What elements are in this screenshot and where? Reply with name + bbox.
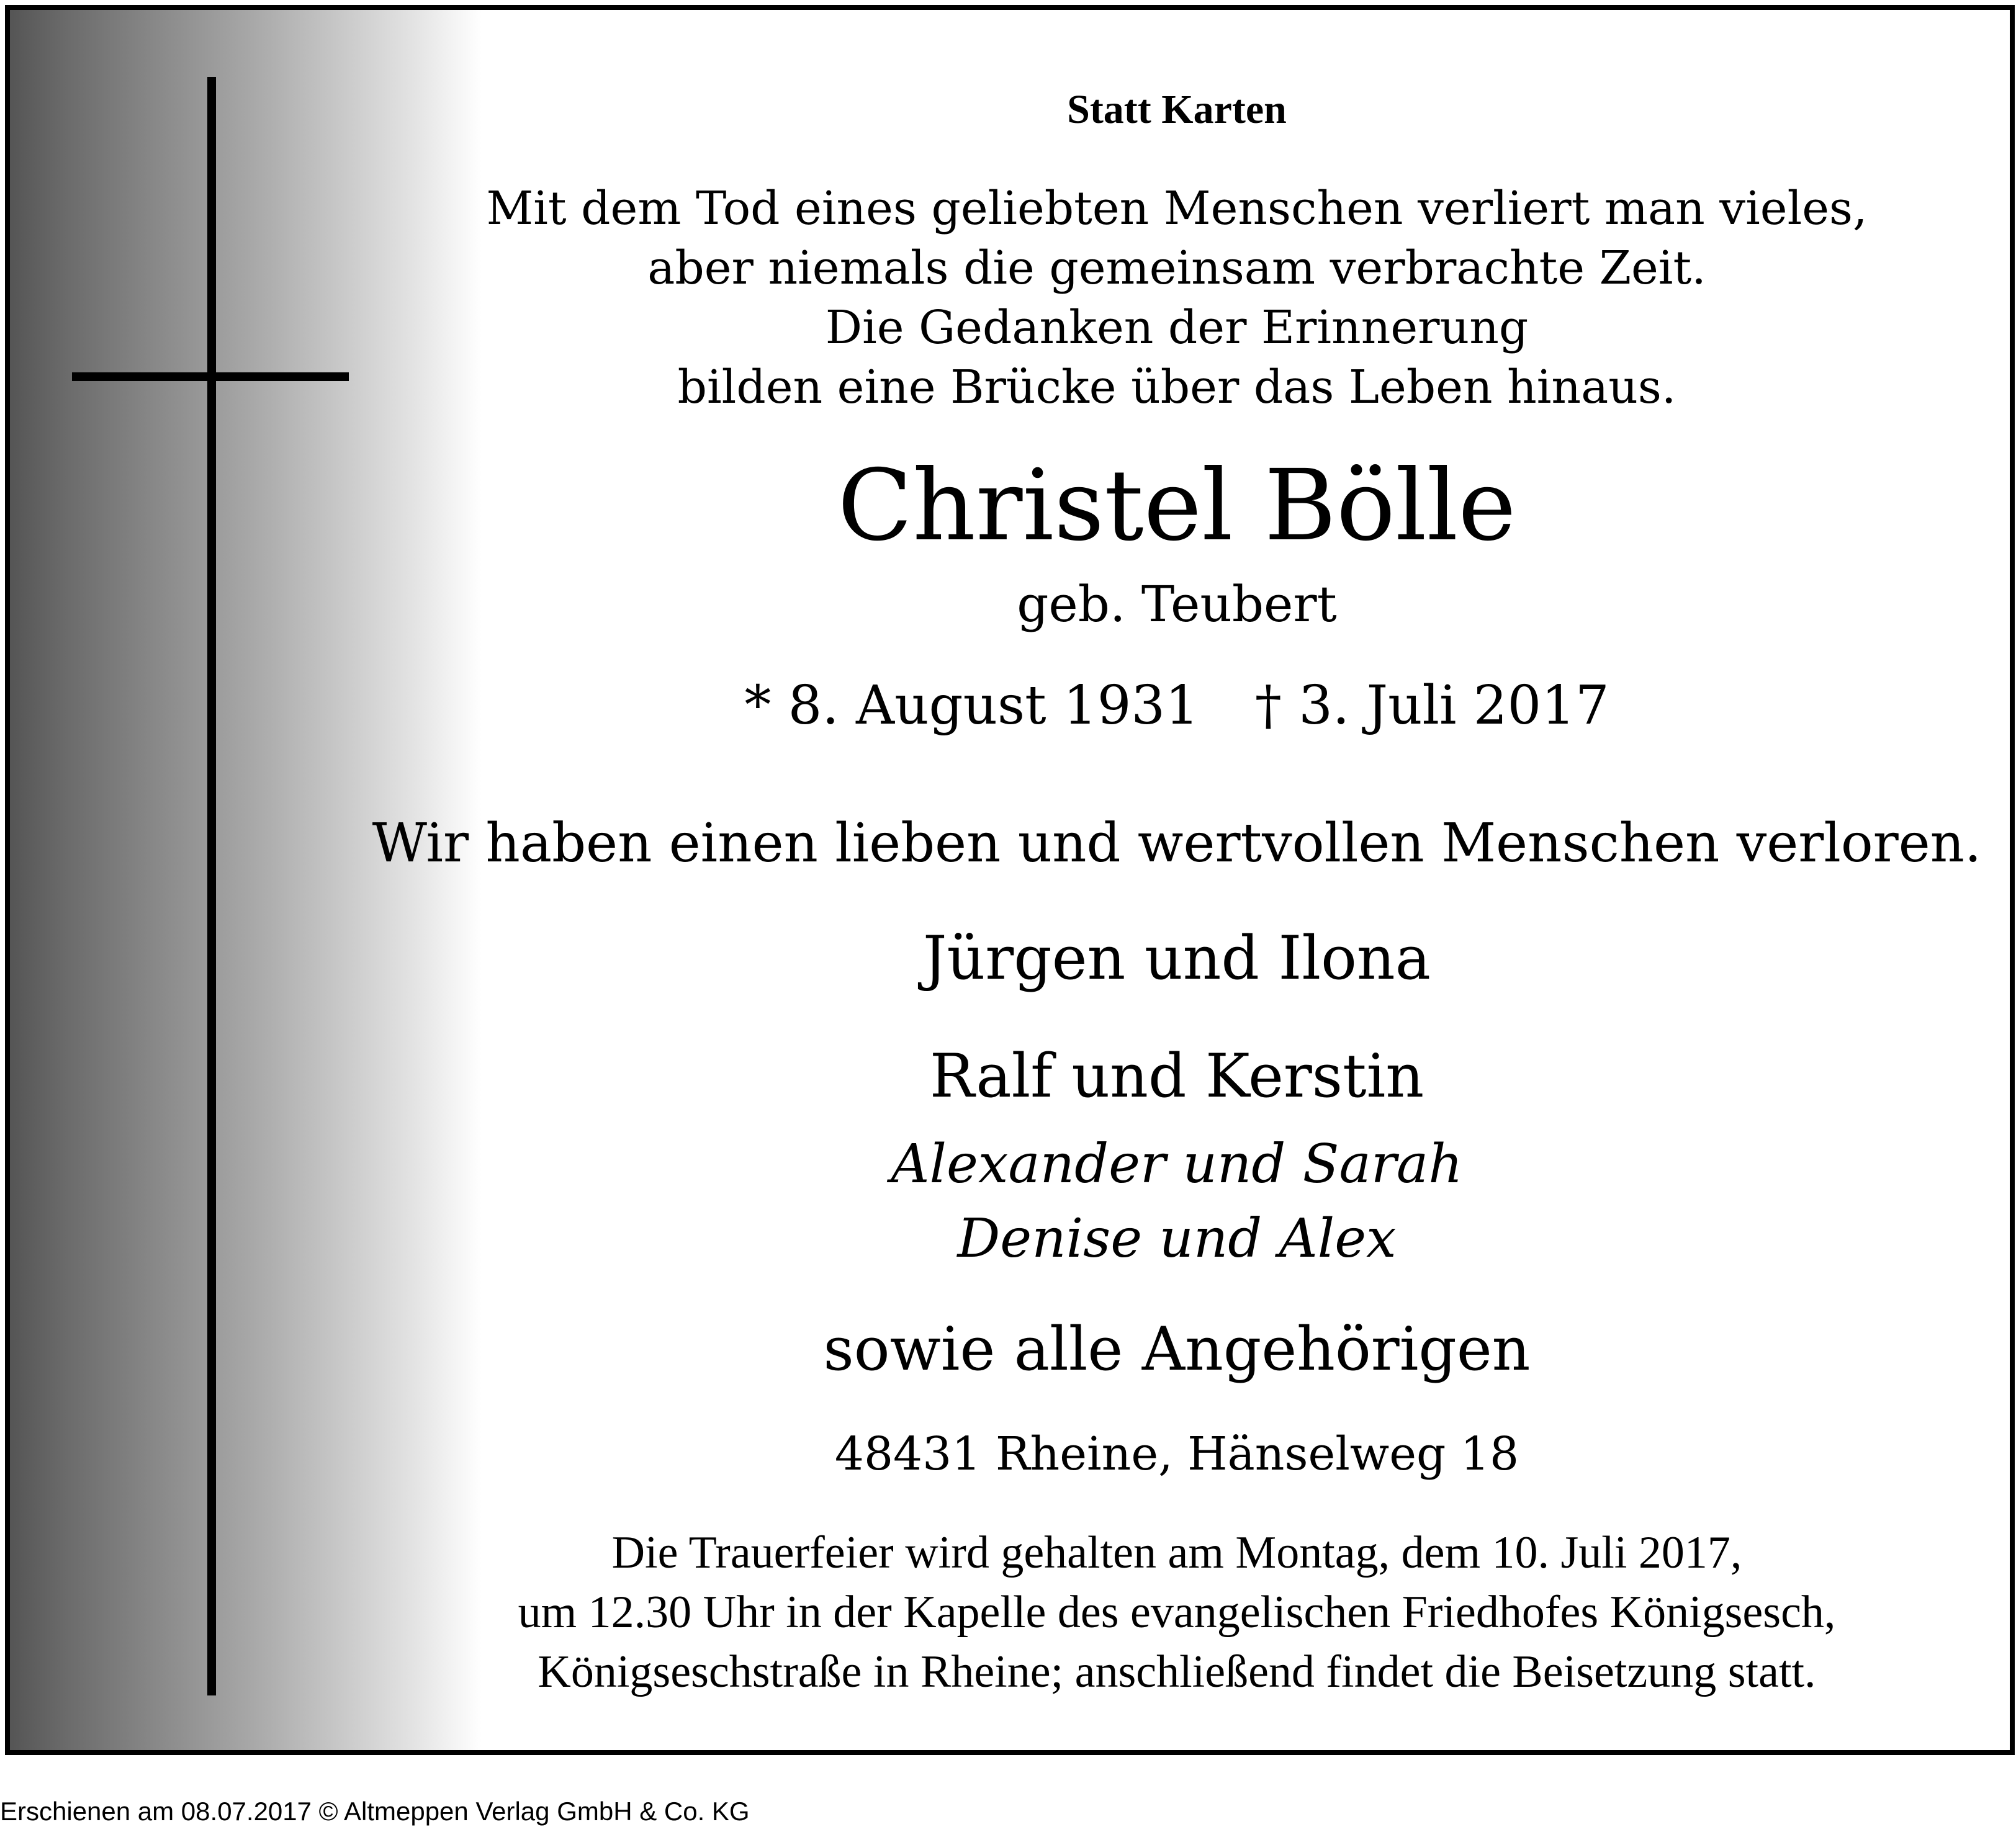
mourner-family: Jürgen und Ilona xyxy=(923,923,1431,993)
grandchildren-line: Denise und Alex xyxy=(957,1208,1397,1270)
service-line: Die Trauerfeier wird gehalten am Montag, dem 10. Juli 2017, xyxy=(611,1527,1742,1578)
service-line: Königseschstraße in Rheine; anschließend findet die Beisetzung statt. xyxy=(538,1646,1816,1697)
funeral-service-details xyxy=(358,1523,1996,1702)
life-dates xyxy=(358,675,1996,737)
poem-line: Mit dem Tod eines geliebten Menschen verliert man vieles, xyxy=(486,182,1868,235)
maiden-name: geb. Teubert xyxy=(1017,575,1337,633)
service-line: um 12.30 Uhr in der Kapelle des evangelischen Friedhofes Königsesch, xyxy=(518,1587,1836,1638)
obituary-notice xyxy=(5,5,2015,1755)
poem xyxy=(358,179,1996,417)
birth-date: * 8. August 1931 xyxy=(744,675,1199,737)
mourner-family: Ralf und Kerstin xyxy=(929,1041,1424,1111)
grandchildren-line: Alexander und Sarah xyxy=(891,1133,1463,1195)
header-statt-karten: Statt Karten xyxy=(1067,87,1287,132)
address: 48431 Rheine, Hänselweg 18 xyxy=(834,1427,1519,1481)
cross-icon-vertical-bar xyxy=(207,77,216,1695)
deceased-name: Christel Bölle xyxy=(837,449,1516,563)
publication-note: Erschienen am 08.07.2017 © Altmeppen Verlag GmbH & Co. KG xyxy=(0,1797,750,1826)
poem-line: Die Gedanken der Erinnerung xyxy=(825,301,1529,354)
cross-icon-horizontal-bar xyxy=(72,372,349,381)
poem-line: bilden eine Brücke über das Leben hinaus. xyxy=(677,361,1676,414)
relatives-line: sowie alle Angehörigen xyxy=(823,1314,1531,1384)
poem-line: aber niemals die gemeinsam verbrachte Zeit. xyxy=(647,241,1706,295)
death-date: † 3. Juli 2017 xyxy=(1254,675,1609,737)
grandchildren xyxy=(358,1127,1996,1276)
loss-statement: Wir haben einen lieben und wertvollen Menschen verloren. xyxy=(372,812,1982,874)
